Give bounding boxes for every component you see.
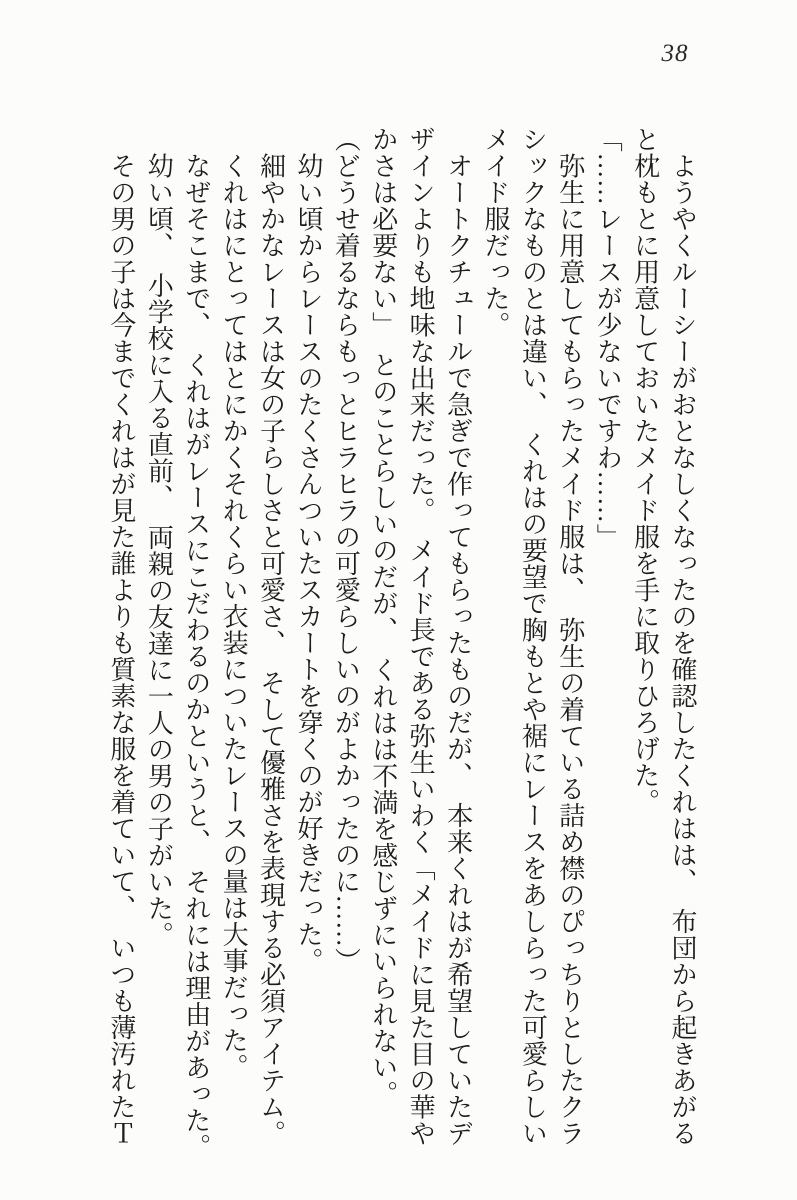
text-line: その男の子は今までくれはが見た誰よりも質素な服を着ていて、 いつも薄汚れたＴ	[106, 126, 136, 1147]
text-line: 細やかなレースは女の子らしさと可愛さ、 そして優雅さを表現する必須アイテム。	[256, 126, 286, 1147]
text-line: オートクチュールで急ぎで作ってもらったものだが、 本来くれはが希望していたデ	[443, 126, 473, 1147]
text-line: なぜそこまで、 くれはがレースにこだわるのかというと、 それには理由があった。	[181, 126, 211, 1160]
text-line: と枕もとに用意しておいたメイド服を手に取りひろげた。	[630, 126, 660, 815]
text-line: 弥生に用意してもらったメイド服は、 弥生の着ている詰め襟のぴっちりとしたクラ	[555, 126, 585, 1147]
text-line: ザインよりも地味な出来だった。 メイド長である弥生いわく「メイドに見た目の華や	[406, 126, 436, 1147]
text-line: 幼い頃からレースのたくさんついたスカートを穿くのが好きだった。	[293, 126, 323, 974]
text-line: シックなものとは違い、 くれはの要望で胸もとや裾にレースをあしらった可愛らしい	[518, 126, 548, 1147]
vertical-text-block	[103, 126, 702, 1198]
page-number: 38	[661, 40, 689, 67]
text-line: 「……レースが少ないですわ……」	[593, 126, 623, 550]
text-line: 幼い頃、 小学校に入る直前、 両親の友達に一人の男の子がいた。	[144, 126, 174, 948]
text-line: くれはにとってはとにかくそれくらい衣装についたレースの量は大事だった。	[219, 126, 249, 1080]
text-line: （どうせ着るならもっとヒラヒラの可愛らしいのがよかったのに……）	[331, 126, 361, 974]
text-line: かさは必要ない」 とのことらしいのだが、 くれはは不満を感じずにいられない。	[368, 126, 398, 1107]
text-line: メイド服だった。	[480, 126, 510, 338]
text-line: ようやくルーシーがおとなしくなったのを確認したくれはは、 布団から起きあがる	[668, 126, 697, 1147]
